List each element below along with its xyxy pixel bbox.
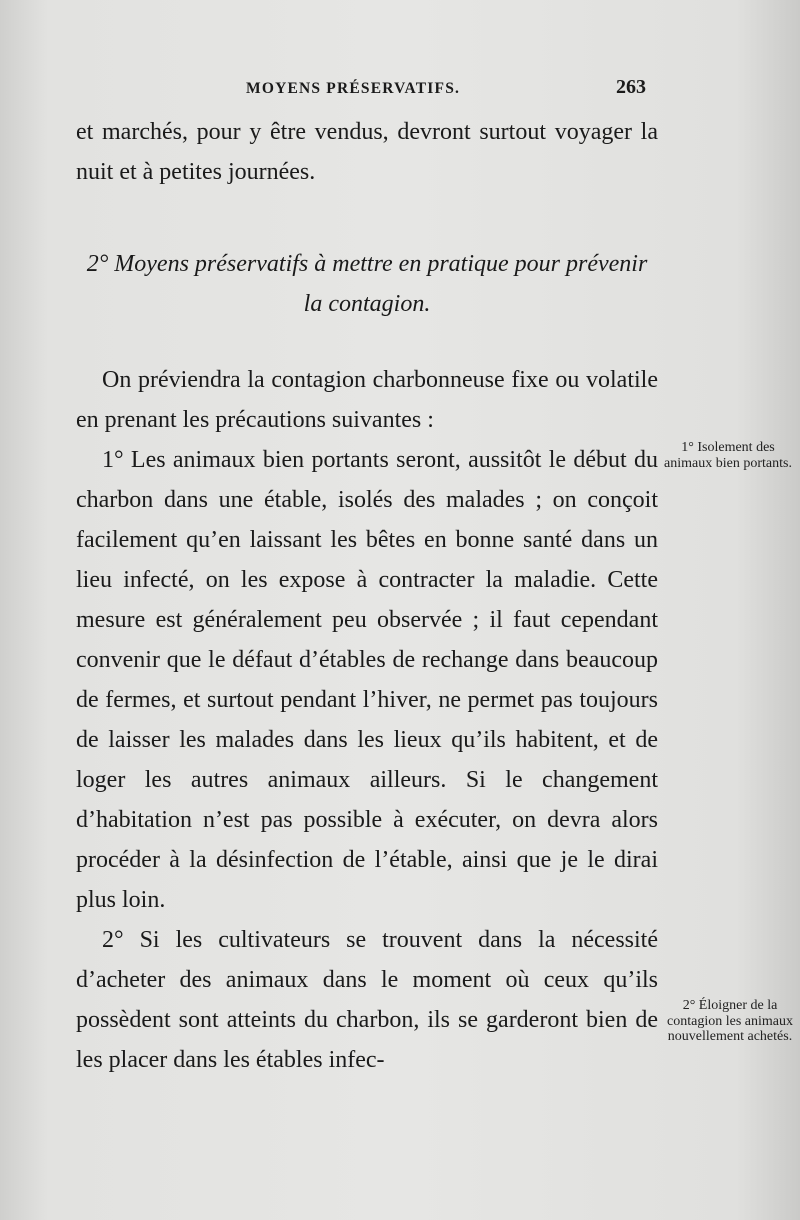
- margin-note-new-animals: 2° Éloigner de la contagion les animaux nouvellement achetés.: [667, 998, 793, 1044]
- main-text: [76, 112, 658, 1080]
- running-title: MOYENS PRÉSERVATIFS.: [246, 80, 461, 97]
- page-header: [0, 76, 800, 106]
- margin-note-isolation: 1° Isolement des animaux bien portants.: [664, 440, 792, 471]
- continuation-paragraph: et marchés, pour y être vendus, devront surtout voyager la nuit et à petites journées.: [76, 119, 658, 185]
- page-number: 263: [616, 76, 646, 98]
- section-heading: 2° Moyens préservatifs à mettre en pratique pour prévenir la contagion.: [86, 251, 648, 317]
- item-1-paragraph: 1° Les animaux bien portants seront, aussitôt le début du charbon dans une étable, isolés des malades ; on conçoit facilement qu’en laissant les bêtes en bonne santé dans un lieu infecté, on les expose à contracter la maladie. Cette mesure est généralement peu observée ; il faut cependant convenir que le défaut d’étables de rechange dans beaucoup de fermes, et surtout pendant l’hiver, ne permet pas toujours de laisser les malades dans les lieux qu’ils habitent, et de loger les autres animaux ailleurs. Si le changement d’habitation n’est pas possible à exécuter, on devra alors procéder à la désinfection de l’étable, ainsi que je le dirai plus loin.: [76, 447, 658, 913]
- intro-paragraph: On préviendra la contagion charbonneuse fixe ou volatile en prenant les précautions suivantes :: [76, 367, 658, 433]
- item-2-paragraph: 2° Si les cultivateurs se trouvent dans la nécessité d’acheter des animaux dans le moment où ceux qu’ils possèdent sont atteints du charbon, ils se garderont bien de les placer dans les étables infec-: [76, 927, 658, 1073]
